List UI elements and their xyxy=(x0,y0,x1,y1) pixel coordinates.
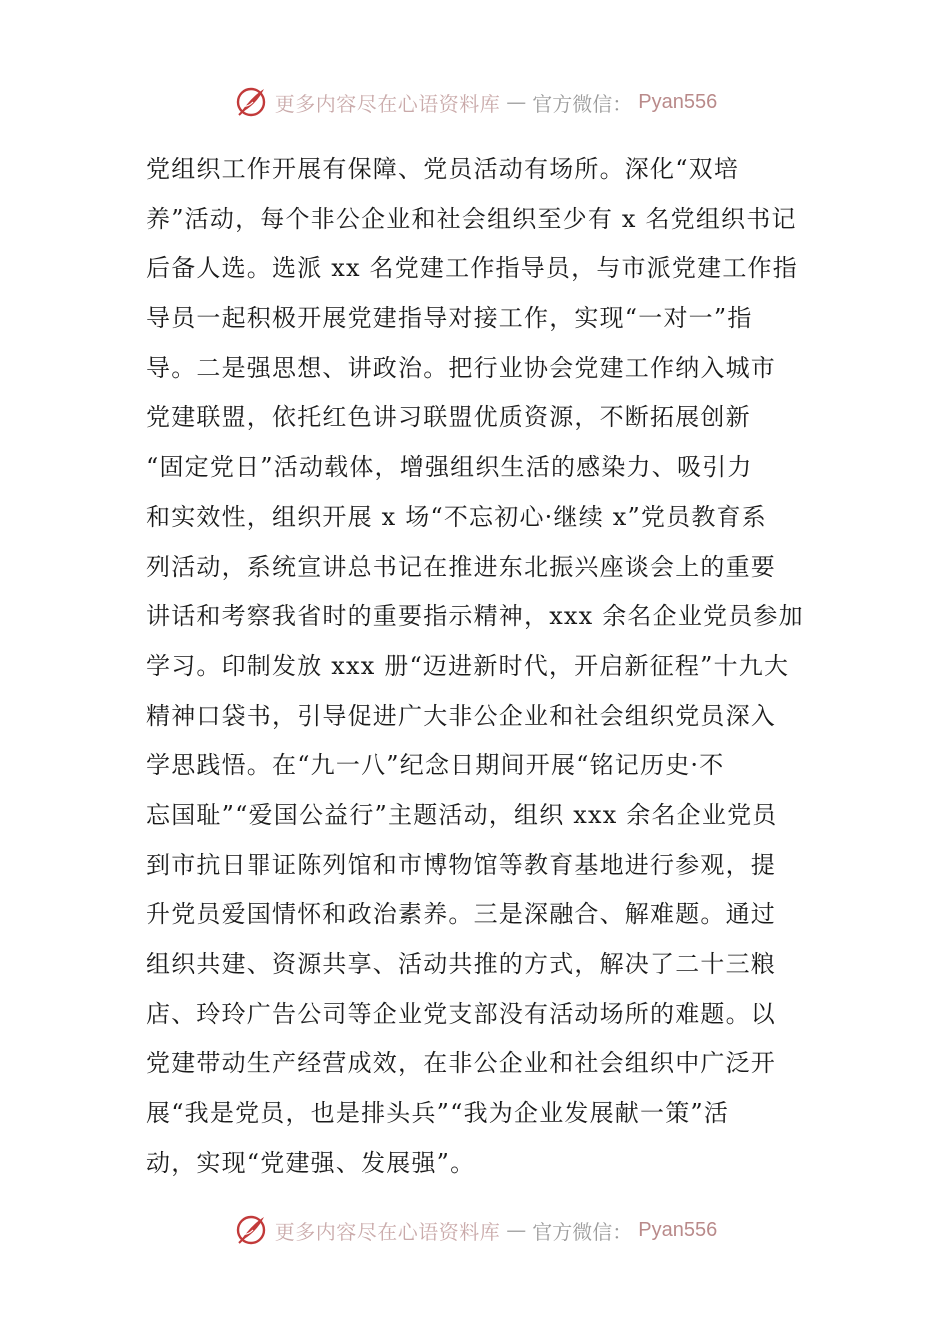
text-line: 和实效性，组织开展 x 场“不忘初心·继续 x”党员教育系 xyxy=(146,502,767,531)
quill-pen-logo-icon xyxy=(233,84,269,120)
quill-pen-logo-icon xyxy=(233,1212,269,1248)
header-banner xyxy=(0,82,950,122)
banner-text: 更多内容尽在心语资料库 xyxy=(274,1219,501,1244)
text-line: 学习。印制发放 xxx 册“迈进新时代，开启新征程”十九大 xyxy=(146,651,790,680)
banner-separator: — xyxy=(506,1218,527,1242)
text-line: 店、玲玲广告公司等企业党支部没有活动场所的难题。以 xyxy=(146,999,776,1028)
text-line: “固定党日”活动载体，增强组织生活的感染力、吸引力 xyxy=(146,453,753,482)
text-line: 导。二是强思想、讲政治。把行业协会党建工作纳入城市 xyxy=(146,353,776,382)
text-line: 养”活动，每个非公企业和社会组织至少有 x 名党组织书记 xyxy=(146,204,797,233)
banner-wechat-id: Pyan556 xyxy=(638,1218,718,1241)
banner-official-label: 官方微信： xyxy=(532,1219,633,1244)
banner-wechat-id: Pyan556 xyxy=(638,90,718,113)
text-line: 精神口袋书，引导促进广大非公企业和社会组织党员深入 xyxy=(146,701,776,730)
footer-banner xyxy=(0,1210,950,1250)
text-line: 列活动，系统宣讲总书记在推进东北振兴座谈会上的重要 xyxy=(146,552,776,581)
text-line: 党组织工作开展有保障、党员活动有场所。深化“双培 xyxy=(146,155,740,183)
document-body xyxy=(146,145,816,1188)
text-line: 党建联盟，依托红色讲习联盟优质资源，不断拓展创新 xyxy=(146,403,751,432)
text-line: 组织共建、资源共享、活动共推的方式，解决了二十三粮 xyxy=(146,950,776,978)
text-line: 展“我是党员，也是排头兵”“我为企业发展献一策”活 xyxy=(146,1099,730,1128)
text-line: 党建带动生产经营成效，在非公企业和社会组织中广泛开 xyxy=(146,1049,776,1078)
text-line: 讲话和考察我省时的重要指示精神，xxx 余名企业党员参加 xyxy=(146,602,804,631)
banner-text: 更多内容尽在心语资料库 xyxy=(274,91,501,116)
text-line: 导员一起积极开展党建指导对接工作，实现“一对一”指 xyxy=(146,304,753,333)
text-line: 到市抗日罪证陈列馆和市博物馆等教育基地进行参观，提 xyxy=(146,850,776,879)
text-line: 升党员爱国情怀和政治素养。三是深融合、解难题。通过 xyxy=(146,900,776,929)
banner-official-label: 官方微信： xyxy=(532,91,633,116)
text-line: 学思践悟。在“九一八”纪念日期间开展“铭记历史·不 xyxy=(146,751,725,780)
text-line: 动，实现“党建强、发展强”。 xyxy=(146,1148,476,1177)
text-line: 忘国耻”“爱国公益行”主题活动，组织 xxx 余名企业党员 xyxy=(146,800,778,829)
text-line: 后备人选。选派 xx 名党建工作指导员，与市派党建工作指 xyxy=(146,254,798,283)
banner-separator: — xyxy=(506,90,527,114)
